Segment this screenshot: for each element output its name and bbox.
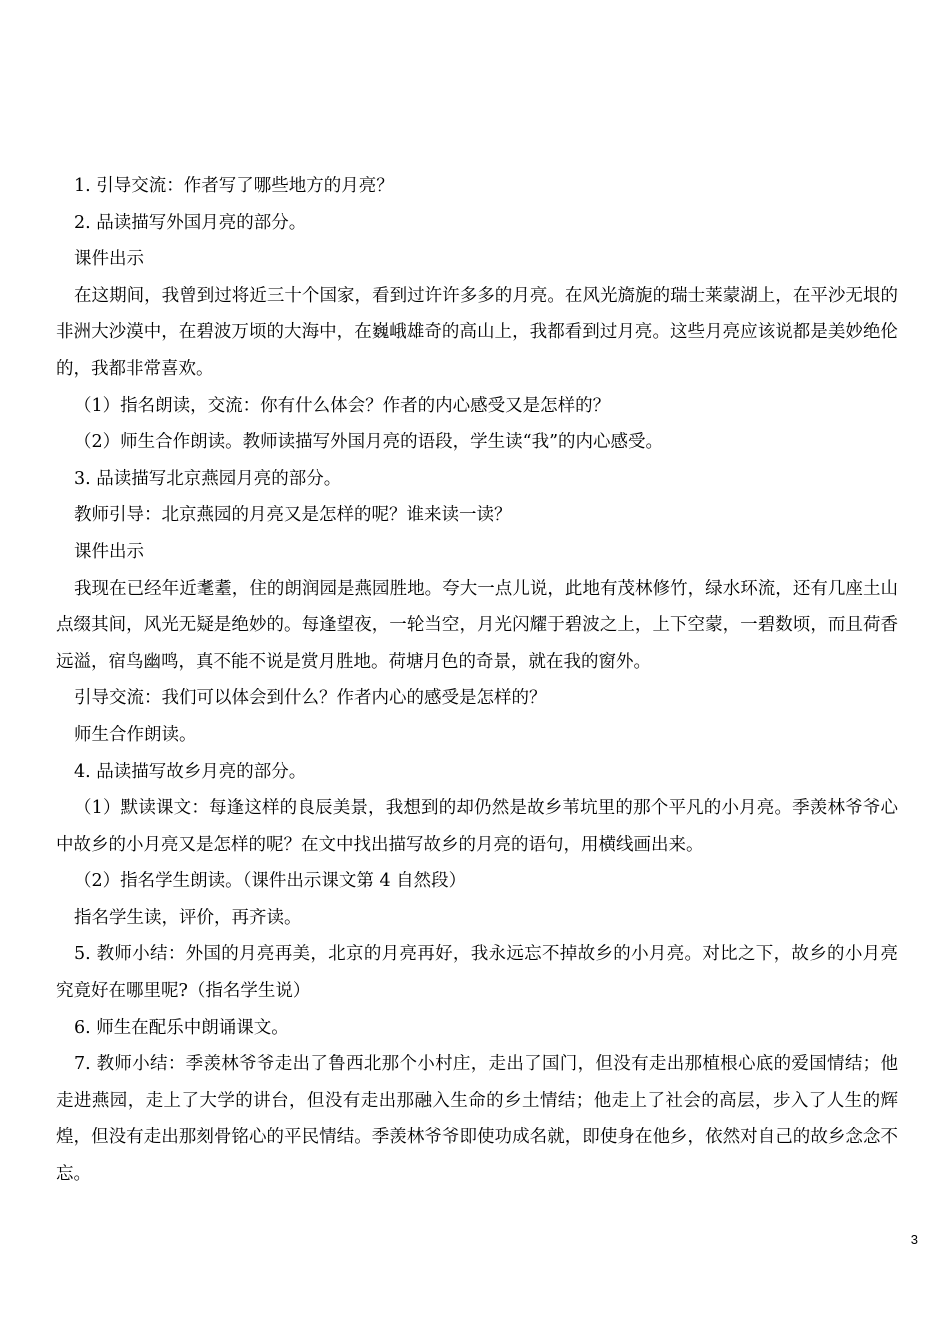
step-4-item-2: （2）指名学生朗读。（课件出示课文第 4 自然段） [74,871,467,892]
step-2-item-1: （1）指名朗读，交流：你有什么体会？作者的内心感受又是怎样的？ [74,395,611,416]
courseware-label: 课件出示 [74,541,144,562]
courseware-label: 课件出示 [74,249,144,270]
guided-discussion: 引导交流：我们可以体会到什么？作者内心的感受是怎样的？ [74,688,547,709]
lesson-text [56,168,898,1193]
step-4-heading: 4. 品读描写故乡月亮的部分。 [74,761,307,782]
step-5-summary: 5. 教师小结：外国的月亮再美，北京的月亮再好，我永远忘不掉故乡的小月亮。对比之下，故乡的小月亮究竟好在哪里呢?（指名学生说） [56,944,898,1002]
page-number: 3 [910,1232,918,1247]
step-1-question: 1. 引导交流：作者写了哪些地方的月亮？ [74,176,394,196]
step-6-recital: 6. 师生在配乐中朗诵课文。 [74,1017,289,1038]
cooperative-reading: 师生合作朗读。 [74,724,197,745]
step-4-item-1: （1）默读课文：每逢这样的良辰美景，我想到的却仍然是故乡苇坑里的那个平凡的小月亮。季羡林爷爷心中故乡的小月亮又是怎样的呢？在文中找出描写故乡的月亮的语句，用横线画出来。 [56,798,898,855]
step-7-summary: 7. 教师小结：季羡林爷爷走出了鲁西北那个小村庄，走出了国门，但没有走出那植根心底的爱国情结；他走进燕园，走上了大学的讲台，但没有走出那融入生命的乡土情结；他走上了社会的高层，步入了人生的辉煌，但没有走出那刻骨铭心的平民情结。季羡林爷爷即使功成名就，即使身在他乡，依然对自己的故乡念念不忘。 [56,1054,898,1185]
step-4-follow-up: 指名学生读，评价，再齐读。 [74,907,302,928]
teacher-guide: 教师引导：北京燕园的月亮又是怎样的呢？谁来读一读？ [74,505,512,526]
quote-yanyuan-moon: 我现在已经年近耄耋，住的朗润园是燕园胜地。夸大一点儿说，此地有茂林修竹，绿水环流，还有几座土山点缀其间，风光无疑是绝妙的。每逢望夜，一轮当空，月光闪耀于碧波之上，上下空蒙，一碧数顷，而且荷香远溢，宿鸟幽鸣，真不能不说是赏月胜地。荷塘月色的奇景，就在我的窗外。 [56,578,898,672]
quote-foreign-moon: 在这期间，我曾到过将近三十个国家，看到过许许多多的月亮。在风光旖旎的瑞士莱蒙湖上，在平沙无垠的非洲大沙漠中，在碧波万顷的大海中，在巍峨雄奇的高山上，我都看到过月亮。这些月亮应该说都是美妙绝伦的，我都非常喜欢。 [56,285,898,379]
step-2-item-2: （2）师生合作朗读。教师读描写外国月亮的语段，学生读“我”的内心感受。 [74,432,664,453]
step-2-heading: 2. 品读描写外国月亮的部分。 [74,212,307,233]
step-3-heading: 3. 品读描写北京燕园月亮的部分。 [74,468,342,489]
